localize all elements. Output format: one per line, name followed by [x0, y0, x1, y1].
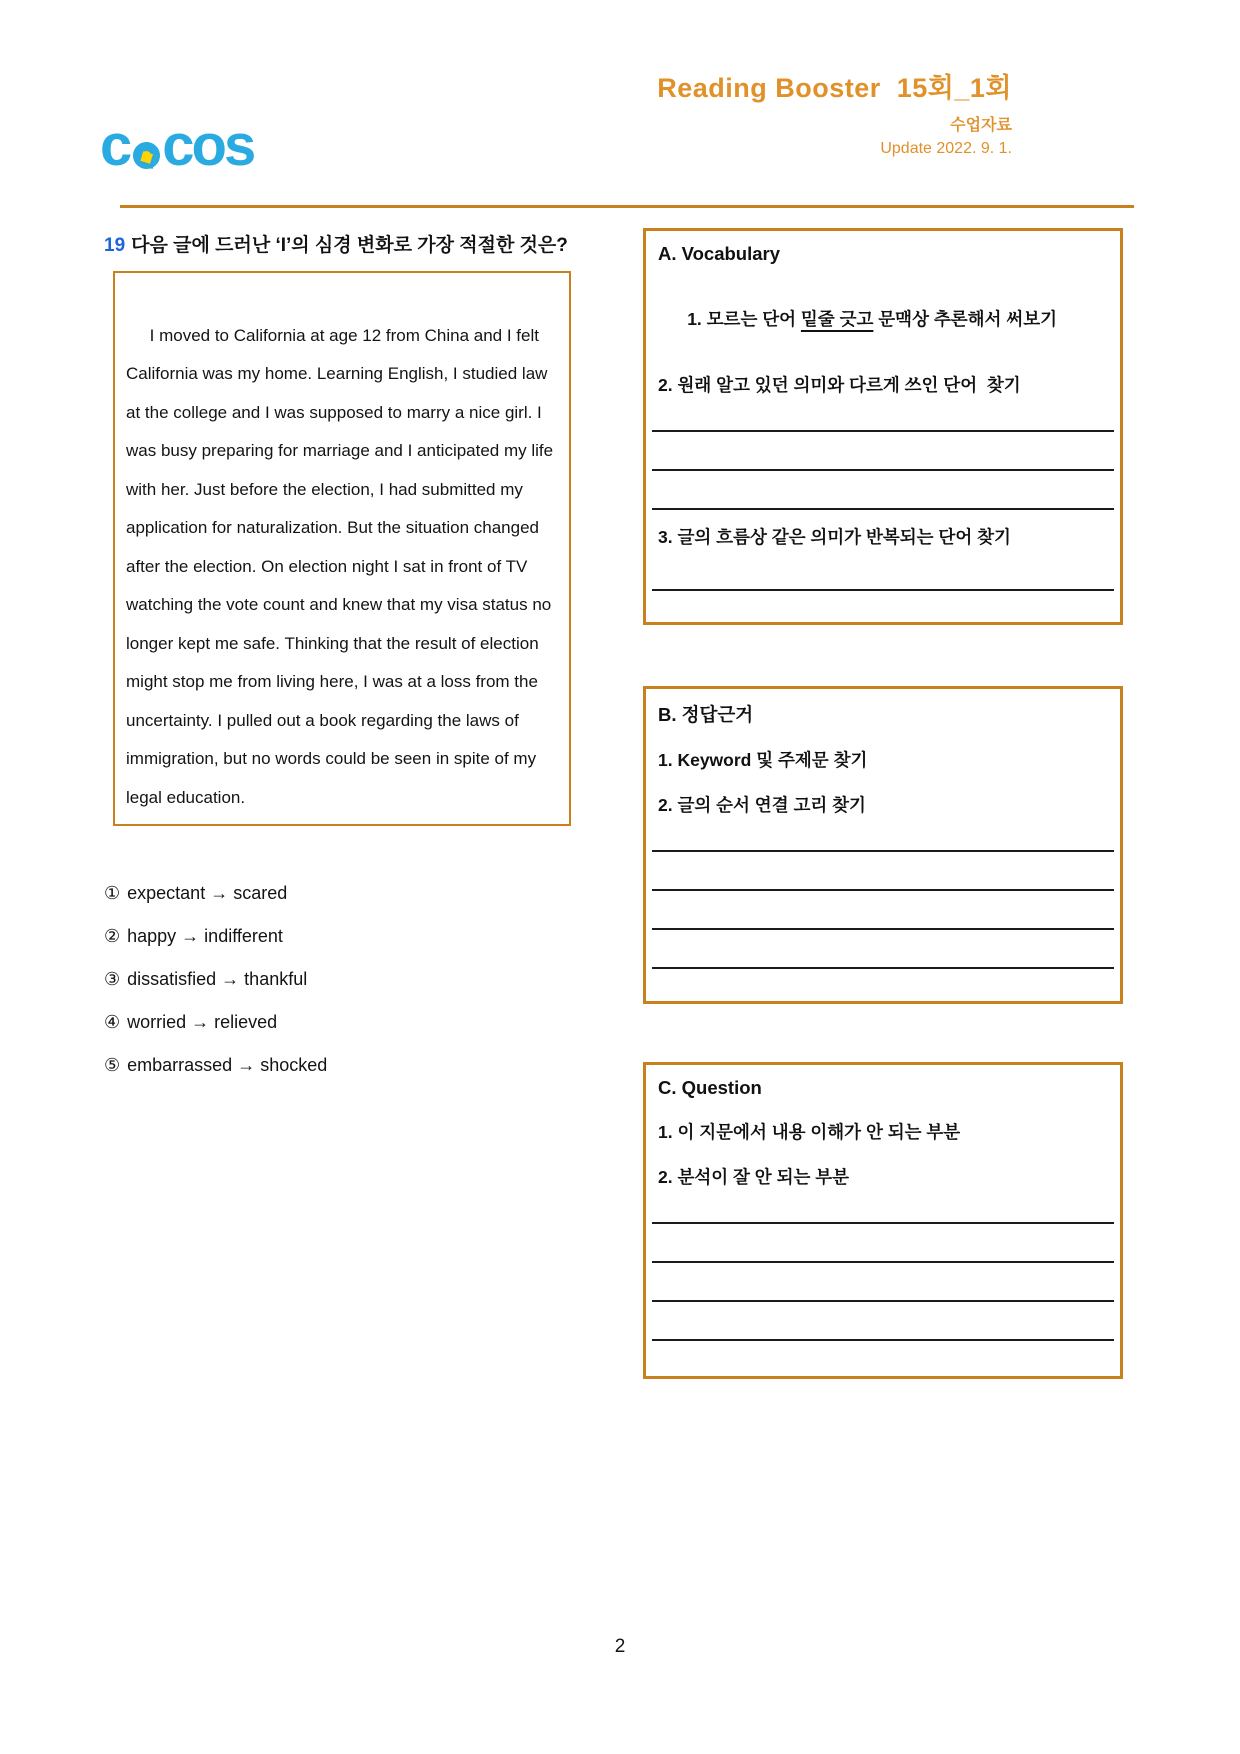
option-text: embarrassed → shocked: [127, 1055, 328, 1075]
answer-options: [104, 872, 327, 1087]
vocabulary-item-2: 2. 원래 알고 있던 의미와 다르게 쓰인 단어 찾기: [658, 375, 1021, 395]
option-text: dissatisfied → thankful: [127, 969, 308, 989]
vocabulary-item-1-suffix: 문맥상 추론해서 써보기: [873, 309, 1058, 329]
writing-line: [652, 1339, 1114, 1341]
writing-line: [652, 1300, 1114, 1302]
writing-line: [652, 889, 1114, 891]
cocos-logo: [100, 112, 254, 178]
passage-box: [113, 271, 571, 826]
question-number: 19: [104, 235, 126, 256]
question-text: 다음 글에 드러난 ‘I’의 심경 변화로 가장 적절한 것은?: [131, 235, 568, 256]
vocabulary-item-1-prefix: 1. 모르는 단어: [687, 309, 801, 329]
writing-line: [652, 1222, 1114, 1224]
page-footer: [0, 1636, 1240, 1658]
question-heading: [104, 230, 604, 257]
document-title: Reading Booster 15회_1회: [657, 73, 1012, 103]
answer-option-5: [104, 1044, 327, 1087]
writing-line: [652, 850, 1114, 852]
writing-line: [652, 430, 1114, 432]
writing-line: [652, 967, 1114, 969]
writing-line: [652, 589, 1114, 591]
option-marker: ③: [104, 969, 121, 989]
speech-bubble-icon: [133, 142, 160, 169]
option-text: worried → relieved: [127, 1012, 278, 1032]
header-divider: [120, 205, 1134, 208]
vocabulary-item-1-underlined: 밑줄 긋고: [800, 309, 874, 329]
logo-text-right: cos: [162, 113, 254, 178]
writing-line: [652, 928, 1114, 930]
logo-text-left: c: [100, 113, 130, 178]
vocabulary-box: [643, 228, 1123, 625]
evidence-item-2: 2. 글의 순서 연결 고리 찾기: [658, 795, 866, 815]
writing-line: [652, 1261, 1114, 1263]
document-subtitle: 수업자료: [950, 117, 1012, 134]
option-marker: ②: [104, 926, 121, 946]
option-marker: ④: [104, 1012, 121, 1032]
passage-text: I moved to California at age 12 from China and I felt California was my home. Learning English, I studied law at the college and I was supposed to marry a nice girl. I was busy preparing for marriage and I anticipated my life with her. Just before the election, I had submitted my application for naturalization. But the situation changed after the election. On election night I sat in front of TV watching the vote count and knew that my visa status no longer kept me safe. Thinking that the result of election might stop me from living here, I was at a loss from the uncertainty. I pulled out a book regarding the laws of immigration, but no words could be seen in spite of my legal education.: [126, 325, 558, 807]
writing-line: [652, 508, 1114, 510]
writing-line: [652, 469, 1114, 471]
update-date: Update 2022. 9. 1.: [880, 140, 1012, 157]
question-notes-box: [643, 1062, 1123, 1379]
page-number: 2: [614, 1636, 626, 1657]
evidence-title: B. 정답근거: [658, 704, 754, 725]
option-text: happy → indifferent: [127, 926, 283, 946]
vocabulary-item-1: [658, 285, 1108, 352]
header-meta: [657, 66, 1012, 158]
option-marker: ⑤: [104, 1055, 121, 1075]
question-notes-item-2: 2. 분석이 잘 안 되는 부분: [658, 1167, 850, 1187]
evidence-item-1: 1. Keyword 및 주제문 찾기: [658, 750, 868, 770]
vocabulary-title: A. Vocabulary: [658, 243, 781, 264]
answer-option-1: [104, 872, 327, 915]
vocabulary-item-3: 3. 글의 흐름상 같은 의미가 반복되는 단어 찾기: [658, 527, 1011, 547]
answer-option-3: [104, 958, 327, 1001]
answer-evidence-box: [643, 686, 1123, 1004]
writing-line: [652, 1378, 1114, 1379]
answer-option-4: [104, 1001, 327, 1044]
option-marker: ①: [104, 883, 121, 903]
question-notes-title: C. Question: [658, 1077, 762, 1098]
option-text: expectant → scared: [127, 883, 288, 903]
answer-option-2: [104, 915, 327, 958]
question-notes-item-1: 1. 이 지문에서 내용 이해가 안 되는 부분: [658, 1122, 961, 1142]
